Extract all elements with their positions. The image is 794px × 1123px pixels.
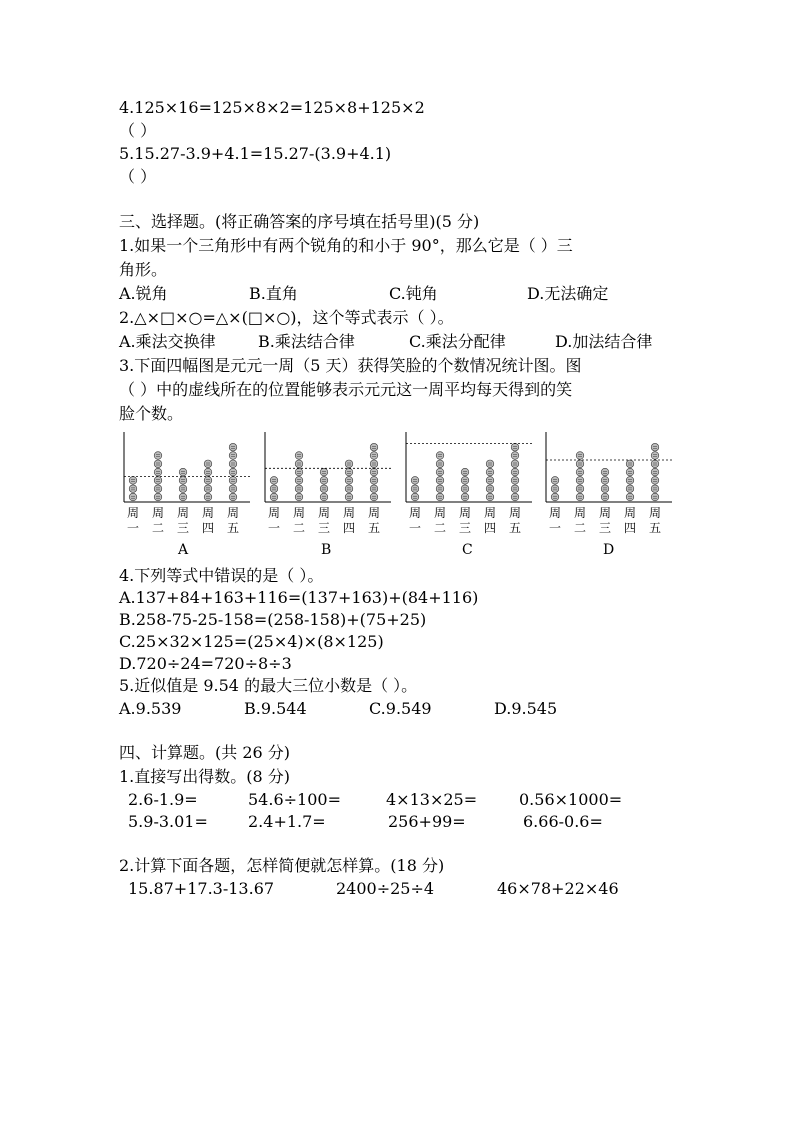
face-circle	[295, 493, 303, 501]
face-circle	[486, 493, 494, 501]
calc-item: 5.9-3.01=	[128, 812, 208, 831]
day-label-bottom: 三	[458, 521, 472, 535]
smiley-face-icon	[461, 468, 469, 476]
smiley-face-icon	[486, 468, 494, 476]
smiley-face-icon	[626, 493, 634, 501]
face-circle	[320, 485, 328, 493]
day-label-top: 周	[342, 506, 356, 520]
smiley-face-icon	[229, 468, 237, 476]
smiley-face-icon	[154, 468, 162, 476]
face-circle	[270, 493, 278, 501]
face-circle	[411, 477, 419, 485]
day-label-bottom: 五	[508, 521, 522, 535]
face-circle	[204, 493, 212, 501]
calc-item: 2400÷25÷4	[336, 879, 435, 898]
smiley-face-icon	[576, 452, 584, 460]
smiley-face-icon	[511, 452, 519, 460]
day-label-top: 周	[648, 506, 662, 520]
q5-option-b[interactable]: B.9.544	[244, 699, 307, 718]
day-label-top: 周	[367, 506, 381, 520]
face-circle	[129, 485, 137, 493]
face-circle	[320, 468, 328, 476]
face-circle	[370, 493, 378, 501]
smiley-face-icon	[179, 493, 187, 501]
face-circle	[626, 477, 634, 485]
smiley-face-icon	[436, 493, 444, 501]
day-label-top: 周	[267, 506, 281, 520]
face-circle	[576, 493, 584, 501]
day-label-top: 周	[126, 506, 140, 520]
calc-item: 2.4+1.7=	[248, 812, 326, 831]
smiley-face-icon	[576, 468, 584, 476]
smiley-face-icon	[651, 443, 659, 451]
smiley-face-icon	[204, 468, 212, 476]
face-circle	[651, 477, 659, 485]
face-circle	[295, 477, 303, 485]
face-circle	[179, 468, 187, 476]
smiley-face-icon	[154, 485, 162, 493]
face-circle	[551, 477, 559, 485]
face-circle	[511, 468, 519, 476]
chart-panel-b	[259, 430, 393, 560]
smiley-face-icon	[461, 485, 469, 493]
smiley-face-icon	[411, 477, 419, 485]
smiley-face-icon	[270, 485, 278, 493]
smiley-face-icon	[511, 493, 519, 501]
chart-svg	[400, 430, 534, 535]
face-circle	[651, 485, 659, 493]
smiley-face-icon	[370, 493, 378, 501]
calc-item: 15.87+17.3-13.67	[128, 879, 275, 898]
smiley-face-icon	[551, 493, 559, 501]
smiley-face-icon	[270, 477, 278, 485]
face-circle	[651, 443, 659, 451]
judge-q4: 4.125×16=125×8×2=125×8+125×2	[119, 98, 425, 117]
face-circle	[129, 493, 137, 501]
q2-option-b[interactable]: B.乘法结合律	[258, 332, 355, 351]
face-circle	[204, 468, 212, 476]
face-circle	[345, 460, 353, 468]
q2-option-a[interactable]: A.乘法交换律	[119, 332, 216, 351]
smiley-face-icon	[651, 452, 659, 460]
day-label-bottom: 三	[176, 521, 190, 535]
smiley-face-icon	[345, 460, 353, 468]
smiley-face-icon	[179, 468, 187, 476]
smiley-face-icon	[229, 460, 237, 468]
day-label-top: 周	[573, 506, 587, 520]
face-circle	[229, 477, 237, 485]
face-circle	[651, 493, 659, 501]
smiley-face-icon	[320, 485, 328, 493]
face-circle	[179, 485, 187, 493]
day-label-bottom: 二	[292, 521, 306, 535]
face-circle	[229, 452, 237, 460]
face-circle	[154, 485, 162, 493]
smiley-face-icon	[436, 468, 444, 476]
face-circle	[411, 485, 419, 493]
face-circle	[204, 485, 212, 493]
smiley-face-icon	[601, 477, 609, 485]
smiley-face-icon	[370, 485, 378, 493]
day-label-top: 周	[483, 506, 497, 520]
section3-title: 三、选择题。(将正确答案的序号填在括号里)(5 分)	[119, 212, 480, 231]
q1-option-d[interactable]: D.无法确定	[527, 284, 609, 303]
face-circle	[511, 443, 519, 451]
face-circle	[179, 493, 187, 501]
q4-option-c[interactable]: C.25×32×125=(25×4)×(8×125)	[119, 632, 384, 651]
calc-item: 2.6-1.9=	[128, 790, 198, 809]
face-circle	[411, 493, 419, 501]
smiley-face-icon	[436, 452, 444, 460]
q3-stem-line2: （ ）中的虚线所在的位置能够表示元元这一周平均每天得到的笑	[119, 380, 573, 399]
calc-item: 4×13×25=	[386, 790, 478, 809]
day-label-bottom: 四	[201, 521, 215, 535]
part2-title: 2.计算下面各题，怎样简便就怎样算。(18 分)	[119, 856, 445, 875]
face-circle	[511, 460, 519, 468]
calc-item: 6.66-0.6=	[523, 812, 603, 831]
face-circle	[576, 460, 584, 468]
smiley-face-icon	[154, 493, 162, 501]
q4-option-d[interactable]: D.720÷24=720÷8÷3	[119, 654, 292, 673]
face-circle	[576, 477, 584, 485]
face-circle	[511, 485, 519, 493]
face-circle	[626, 468, 634, 476]
chart-label[interactable]: B	[321, 542, 332, 558]
face-circle	[320, 477, 328, 485]
calc-item: 46×78+22×46	[497, 879, 619, 898]
face-circle	[295, 460, 303, 468]
smiley-face-icon	[320, 468, 328, 476]
chart-label[interactable]: D	[603, 542, 615, 558]
chart-label[interactable]: A	[178, 542, 189, 558]
face-circle	[486, 468, 494, 476]
smiley-face-icon	[229, 452, 237, 460]
smiley-face-icon	[295, 452, 303, 460]
face-circle	[154, 477, 162, 485]
q3-stem-line3: 脸个数。	[119, 404, 184, 423]
smiley-face-icon	[154, 477, 162, 485]
chart-svg	[259, 430, 393, 535]
face-circle	[204, 477, 212, 485]
smiley-face-icon	[229, 485, 237, 493]
face-circle	[370, 477, 378, 485]
smiley-face-icon	[154, 460, 162, 468]
smiley-face-icon	[651, 493, 659, 501]
day-label-top: 周	[548, 506, 562, 520]
smiley-face-icon	[179, 485, 187, 493]
face-circle	[270, 485, 278, 493]
face-circle	[229, 468, 237, 476]
smiley-face-icon	[345, 493, 353, 501]
day-label-bottom: 四	[342, 521, 356, 535]
calc-item: 256+99=	[388, 812, 466, 831]
smiley-face-icon	[229, 477, 237, 485]
smiley-face-icon	[626, 468, 634, 476]
judge-q5: 5.15.27-3.9+4.1=15.27-(3.9+4.1)	[119, 144, 392, 163]
face-circle	[295, 468, 303, 476]
smiley-face-icon	[345, 485, 353, 493]
face-circle	[626, 485, 634, 493]
day-label-bottom: 四	[483, 521, 497, 535]
q5-option-a[interactable]: A.9.539	[119, 699, 182, 718]
day-label-bottom: 一	[267, 521, 281, 535]
face-circle	[270, 477, 278, 485]
day-label-bottom: 一	[126, 521, 140, 535]
face-circle	[229, 443, 237, 451]
smiley-face-icon	[295, 493, 303, 501]
smiley-face-icon	[511, 468, 519, 476]
smiley-face-icon	[601, 493, 609, 501]
face-circle	[129, 477, 137, 485]
q2-option-d[interactable]: D.加法结合律	[555, 332, 653, 351]
q5-stem: 5.近似值是 9.54 的最大三位小数是（ ）。	[119, 676, 418, 695]
chart-panel-d	[540, 430, 674, 560]
face-circle	[229, 460, 237, 468]
smiley-face-icon	[551, 485, 559, 493]
day-label-top: 周	[292, 506, 306, 520]
face-circle	[370, 485, 378, 493]
face-circle	[436, 477, 444, 485]
face-circle	[154, 452, 162, 460]
face-circle	[295, 485, 303, 493]
face-circle	[486, 485, 494, 493]
smiley-face-icon	[511, 443, 519, 451]
smiley-face-icon	[295, 485, 303, 493]
smiley-face-icon	[295, 460, 303, 468]
face-circle	[436, 485, 444, 493]
day-label-bottom: 五	[648, 521, 662, 535]
day-label-top: 周	[176, 506, 190, 520]
q1-option-b[interactable]: B.直角	[249, 284, 298, 303]
face-circle	[370, 443, 378, 451]
day-label-bottom: 二	[433, 521, 447, 535]
q5-option-c[interactable]: C.9.549	[369, 699, 432, 718]
smiley-face-icon	[436, 477, 444, 485]
smiley-face-icon	[576, 460, 584, 468]
smiley-face-icon	[511, 485, 519, 493]
day-label-top: 周	[151, 506, 165, 520]
q1-stem-line2: 角形。	[119, 260, 168, 279]
smiley-face-icon	[129, 485, 137, 493]
smiley-face-icon	[370, 452, 378, 460]
day-label-bottom: 五	[367, 521, 381, 535]
face-circle	[601, 493, 609, 501]
smiley-face-icon	[626, 485, 634, 493]
face-circle	[461, 485, 469, 493]
smiley-face-icon	[411, 485, 419, 493]
day-label-bottom: 三	[598, 521, 612, 535]
face-circle	[179, 477, 187, 485]
smiley-face-icon	[651, 468, 659, 476]
q1-stem-line1: 1.如果一个三角形中有两个锐角的和小于 90°，那么它是（ ）三	[119, 236, 573, 255]
smiley-face-icon	[229, 443, 237, 451]
face-circle	[461, 477, 469, 485]
chart-label[interactable]: C	[462, 542, 473, 558]
face-circle	[345, 493, 353, 501]
smiley-face-icon	[320, 477, 328, 485]
smiley-face-icon	[601, 485, 609, 493]
q4-stem: 4.下列等式中错误的是（ ）。	[119, 566, 324, 585]
smiley-face-icon	[486, 493, 494, 501]
day-label-bottom: 二	[573, 521, 587, 535]
face-circle	[436, 452, 444, 460]
smiley-face-icon	[461, 493, 469, 501]
face-circle	[345, 477, 353, 485]
face-circle	[295, 452, 303, 460]
judge-q5-answer-blank[interactable]: （ ）	[119, 167, 157, 186]
part1-title: 1.直接写出得数。(8 分)	[119, 767, 291, 786]
smiley-face-icon	[626, 460, 634, 468]
day-label-top: 周	[598, 506, 612, 520]
face-circle	[436, 493, 444, 501]
smiley-face-icon	[295, 468, 303, 476]
smiley-face-icon	[345, 468, 353, 476]
smiley-face-icon	[436, 485, 444, 493]
q1-option-a[interactable]: A.锐角	[119, 284, 168, 303]
smiley-face-icon	[651, 485, 659, 493]
day-label-bottom: 二	[151, 521, 165, 535]
smiley-face-icon	[295, 477, 303, 485]
smiley-face-icon	[551, 477, 559, 485]
smiley-face-icon	[576, 493, 584, 501]
smiley-face-icon	[576, 477, 584, 485]
q5-option-d[interactable]: D.9.545	[494, 699, 558, 718]
smiley-face-icon	[370, 468, 378, 476]
day-label-bottom: 一	[548, 521, 562, 535]
face-circle	[436, 468, 444, 476]
face-circle	[601, 468, 609, 476]
day-label-bottom: 三	[317, 521, 331, 535]
day-label-top: 周	[508, 506, 522, 520]
day-label-top: 周	[458, 506, 472, 520]
q4-option-b[interactable]: B.258-75-25-158=(258-158)+(75+25)	[119, 610, 427, 629]
chart-panel-a	[118, 430, 252, 560]
face-circle	[229, 493, 237, 501]
chart-svg	[118, 430, 252, 535]
face-circle	[626, 493, 634, 501]
smiley-face-icon	[129, 477, 137, 485]
q4-option-a[interactable]: A.137+84+163+116=(137+163)+(84+116)	[119, 588, 479, 607]
q1-option-c[interactable]: C.钝角	[389, 284, 438, 303]
day-label-top: 周	[201, 506, 215, 520]
face-circle	[551, 485, 559, 493]
face-circle	[154, 493, 162, 501]
face-circle	[154, 460, 162, 468]
face-circle	[436, 460, 444, 468]
smiley-face-icon	[270, 493, 278, 501]
q3-stem-line1: 3.下面四幅图是元元一周（5 天）获得笑脸的个数情况统计图。图	[119, 356, 582, 375]
smiley-face-icon	[345, 477, 353, 485]
calc-item: 54.6÷100=	[248, 790, 341, 809]
calc-item: 0.56×1000=	[519, 790, 623, 809]
face-circle	[651, 452, 659, 460]
face-circle	[551, 493, 559, 501]
chart-panel-c	[400, 430, 534, 560]
q2-option-c[interactable]: C.乘法分配律	[409, 332, 506, 351]
smiley-face-icon	[461, 477, 469, 485]
face-circle	[626, 460, 634, 468]
smiley-face-icon	[511, 477, 519, 485]
face-circle	[154, 468, 162, 476]
face-circle	[486, 477, 494, 485]
smiley-face-icon	[651, 460, 659, 468]
day-label-top: 周	[408, 506, 422, 520]
day-label-top: 周	[433, 506, 447, 520]
smiley-face-icon	[129, 493, 137, 501]
smiley-face-icon	[229, 493, 237, 501]
smiley-face-icon	[486, 477, 494, 485]
day-label-top: 周	[226, 506, 240, 520]
smiley-face-icon	[486, 485, 494, 493]
face-circle	[576, 485, 584, 493]
smiley-face-icon	[204, 485, 212, 493]
judge-q4-answer-blank[interactable]: （ ）	[119, 121, 157, 140]
day-label-bottom: 五	[226, 521, 240, 535]
smiley-face-icon	[370, 443, 378, 451]
face-circle	[370, 460, 378, 468]
face-circle	[486, 460, 494, 468]
day-label-top: 周	[623, 506, 637, 520]
q2-stem: 2.△×□×○=△×(□×○)，这个等式表示（ ）。	[119, 308, 454, 327]
smiley-face-icon	[511, 460, 519, 468]
smiley-face-icon	[370, 460, 378, 468]
face-circle	[511, 493, 519, 501]
face-circle	[651, 460, 659, 468]
smiley-face-icon	[486, 460, 494, 468]
smiley-face-icon	[204, 460, 212, 468]
day-label-top: 周	[317, 506, 331, 520]
smiley-face-icon	[179, 477, 187, 485]
face-circle	[461, 468, 469, 476]
day-label-bottom: 四	[623, 521, 637, 535]
face-circle	[601, 485, 609, 493]
face-circle	[370, 452, 378, 460]
smiley-face-icon	[370, 477, 378, 485]
smiley-face-icon	[411, 493, 419, 501]
smiley-face-icon	[436, 460, 444, 468]
face-circle	[229, 485, 237, 493]
face-circle	[601, 477, 609, 485]
smiley-face-icon	[204, 477, 212, 485]
smiley-face-icon	[154, 452, 162, 460]
chart-svg	[540, 430, 674, 535]
face-circle	[511, 477, 519, 485]
face-circle	[370, 468, 378, 476]
face-circle	[511, 452, 519, 460]
face-circle	[320, 493, 328, 501]
face-circle	[651, 468, 659, 476]
section4-title: 四、计算题。(共 26 分)	[119, 743, 291, 762]
smiley-face-icon	[601, 468, 609, 476]
day-label-bottom: 一	[408, 521, 422, 535]
face-circle	[461, 493, 469, 501]
face-circle	[204, 460, 212, 468]
face-circle	[576, 452, 584, 460]
smiley-face-icon	[576, 485, 584, 493]
face-circle	[576, 468, 584, 476]
smiley-face-icon	[651, 477, 659, 485]
face-circle	[345, 485, 353, 493]
smiley-face-icon	[204, 493, 212, 501]
smiley-face-icon	[320, 493, 328, 501]
smiley-face-icon	[626, 477, 634, 485]
face-circle	[345, 468, 353, 476]
